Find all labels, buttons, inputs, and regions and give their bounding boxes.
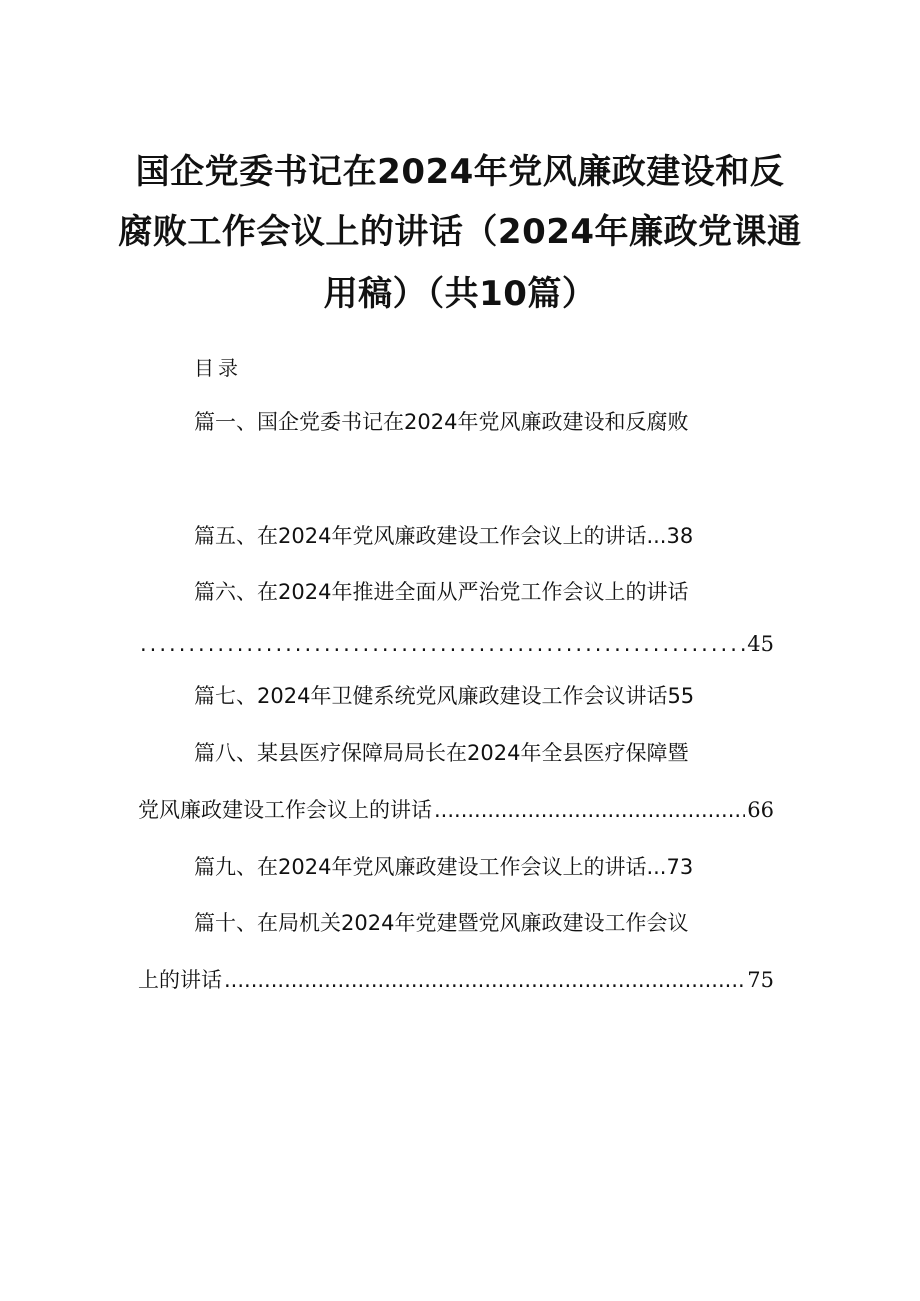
toc-entry-10-leader-row[interactable] bbox=[138, 966, 774, 994]
document-title-line-2: 腐败工作会议上的讲话（2024年廉政党课通 bbox=[118, 212, 802, 252]
toc-entry-9[interactable]: 篇九、在2024年党风廉政建设工作会议上的讲话...73 bbox=[194, 855, 694, 879]
toc-entry-5[interactable]: 篇五、在2024年党风廉政建设工作会议上的讲话...38 bbox=[194, 524, 694, 548]
toc-entry-6[interactable]: 篇六、在2024年推进全面从严治党工作会议上的讲话 bbox=[194, 580, 689, 604]
toc-entry-10[interactable]: 篇十、在局机关2024年党建暨党风廉政建设工作会议 bbox=[194, 911, 689, 935]
toc-page-number: 45 bbox=[747, 632, 774, 656]
dot-leader bbox=[224, 966, 745, 994]
toc-entry-6-leader-row[interactable] bbox=[138, 630, 774, 658]
document-title-line-3: 用稿）（共10篇） bbox=[323, 274, 597, 314]
toc-entry-8-leader-row[interactable] bbox=[138, 796, 774, 824]
toc-entry-7[interactable]: 篇七、2024年卫健系统党风廉政建设工作会议讲话55 bbox=[194, 684, 695, 708]
toc-page-number: 66 bbox=[747, 798, 774, 822]
toc-heading: 目录 bbox=[194, 356, 242, 380]
dot-leader bbox=[434, 796, 745, 824]
toc-entry-10-continuation: 上的讲话 bbox=[138, 968, 222, 992]
toc-entry-8[interactable]: 篇八、某县医疗保障局局长在2024年全县医疗保障暨 bbox=[194, 741, 689, 765]
document-title-line-1: 国企党委书记在2024年党风廉政建设和反 bbox=[135, 152, 785, 192]
dot-leader bbox=[140, 630, 745, 658]
toc-entry-1[interactable]: 篇一、国企党委书记在2024年党风廉政建设和反腐败 bbox=[194, 410, 689, 434]
toc-entry-8-continuation: 党风廉政建设工作会议上的讲话 bbox=[138, 798, 432, 822]
toc-page-number: 75 bbox=[747, 968, 774, 992]
